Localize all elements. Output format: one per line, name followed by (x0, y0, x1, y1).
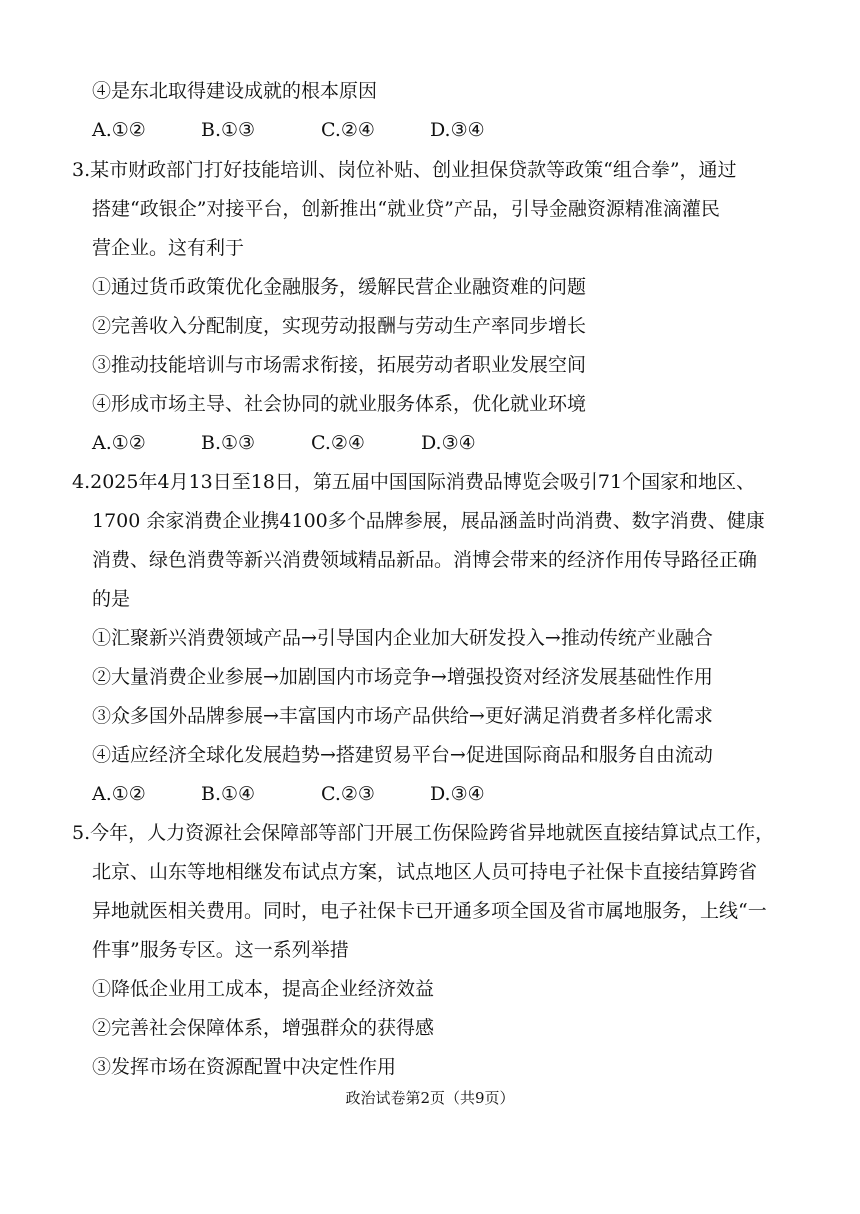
q5-statement-2: ②完善社会保障体系，增强群众的获得感 (92, 1017, 435, 1039)
q3-option-d: D.③④ (421, 432, 476, 454)
q3-statement-1: ①通过货币政策优化金融服务，缓解民营企业融资难的问题 (92, 276, 587, 298)
q5-stem-line-3: 异地就医相关费用。同时，电子社保卡已开通多项全国及省市属地服务，上线“一 (92, 900, 767, 922)
q4-stem-line-1: 4.2025年4月13日至18日，第五届中国国际消费品博览会吸引71个国家和地区、 (72, 471, 756, 493)
q3-option-a: A.①② (92, 432, 146, 454)
page-footer: 政治试卷第2页（共9页） (345, 1089, 515, 1107)
q4-statement-4: ④适应经济全球化发展趋势→搭建贸易平台→促进国际商品和服务自由流动 (92, 744, 713, 766)
q4-option-d: D.③④ (430, 783, 485, 805)
q3-statement-3: ③推动技能培训与市场需求衔接，拓展劳动者职业发展空间 (92, 354, 587, 376)
q4-stem-line-4: 的是 (92, 588, 131, 610)
q4-statement-2: ②大量消费企业参展→加剧国内市场竞争→增强投资对经济发展基础性作用 (92, 666, 713, 688)
q4-stem-line-3: 消费、绿色消费等新兴消费领域精品新品。消博会带来的经济作用传导路径正确 (92, 549, 758, 571)
q4-option-b: B.①④ (201, 783, 256, 805)
q3-option-c: C.②④ (311, 432, 365, 454)
q5-statement-3: ③发挥市场在资源配置中决定性作用 (92, 1056, 397, 1078)
q4-option-a: A.①② (92, 783, 146, 805)
q3-stem-line-2: 搭建“政银企”对接平台，创新推出“就业贷”产品，引导金融资源精准滴灌民 (92, 198, 720, 220)
q2-option-c: C.②④ (321, 119, 375, 141)
q2-statement-4: ④是东北取得建设成就的根本原因 (92, 80, 378, 102)
q3-statement-2: ②完善收入分配制度，实现劳动报酬与劳动生产率同步增长 (92, 315, 587, 337)
q5-statement-1: ①降低企业用工成本，提高企业经济效益 (92, 978, 435, 1000)
q4-option-c: C.②③ (321, 783, 375, 805)
q3-statement-4: ④形成市场主导、社会协同的就业服务体系，优化就业环境 (92, 393, 587, 415)
q4-statement-1: ①汇聚新兴消费领域产品→引导国内企业加大研发投入→推动传统产业融合 (92, 627, 713, 649)
q3-stem-line-3: 营企业。这有利于 (92, 237, 245, 259)
q3-stem-line-1: 3.某市财政部门打好技能培训、岗位补贴、创业担保贷款等政策“组合拳”，通过 (72, 159, 737, 181)
q2-option-d: D.③④ (430, 119, 485, 141)
q5-stem-line-2: 北京、山东等地相继发布试点方案，试点地区人员可持电子社保卡直接结算跨省 (92, 861, 758, 883)
q5-stem-line-4: 件事”服务专区。这一系列举措 (92, 939, 349, 961)
q2-option-b: B.①③ (201, 119, 256, 141)
q3-option-b: B.①③ (201, 432, 256, 454)
q4-statement-3: ③众多国外品牌参展→丰富国内市场产品供给→更好满足消费者多样化需求 (92, 705, 713, 727)
q4-stem-line-2: 1700 余家消费企业携4100多个品牌参展，展品涵盖时尚消费、数字消费、健康 (92, 510, 765, 532)
q2-option-a: A.①② (92, 119, 146, 141)
q5-stem-line-1: 5.今年，人力资源社会保障部等部门开展工伤保险跨省异地就医直接结算试点工作， (72, 822, 775, 844)
